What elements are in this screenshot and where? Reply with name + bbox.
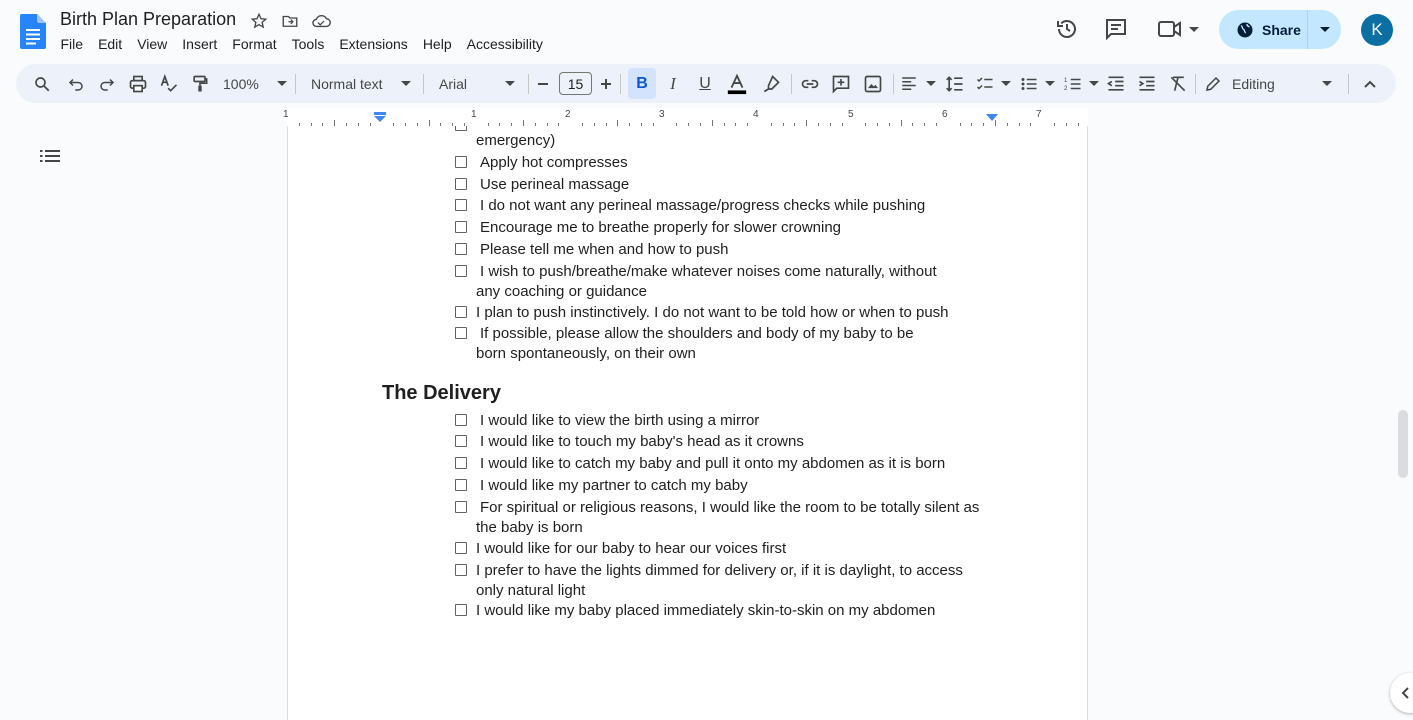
italic-icon[interactable]: I xyxy=(670,73,676,93)
menu-format[interactable]: Format xyxy=(232,36,277,52)
side-panel-toggle[interactable] xyxy=(1390,673,1413,713)
ruler-label: 4 xyxy=(753,109,759,120)
decrease-indent-icon[interactable] xyxy=(1104,64,1128,103)
avatar[interactable]: K xyxy=(1361,14,1393,46)
menu-bar xyxy=(53,35,550,53)
font-value: Arial xyxy=(439,75,468,92)
ruler-label: 1 xyxy=(283,109,289,120)
star-icon[interactable] xyxy=(249,11,269,31)
checkbox[interactable] xyxy=(455,306,467,318)
left-indent-marker-icon[interactable] xyxy=(374,112,386,124)
share-label: Share xyxy=(1262,21,1301,38)
ruler-label: 6 xyxy=(942,109,948,120)
list-item-text: If possible, please allow the shoulders and body of my baby to be born spontaneously, on their own xyxy=(476,325,914,362)
increase-font-size-icon[interactable] xyxy=(597,64,615,103)
numbered-list-select[interactable] xyxy=(1063,64,1099,103)
right-indent-marker-icon[interactable] xyxy=(986,114,998,124)
checkbox[interactable] xyxy=(455,126,467,131)
checkbox[interactable] xyxy=(455,604,467,616)
spellcheck-icon[interactable] xyxy=(157,64,181,103)
bulleted-list-select[interactable] xyxy=(1019,64,1055,103)
section-heading: The Delivery xyxy=(382,382,501,404)
menu-edit[interactable]: Edit xyxy=(98,36,123,52)
scrollbar-thumb[interactable] xyxy=(1398,410,1408,478)
checkbox[interactable] xyxy=(455,156,467,168)
docs-logo-icon[interactable] xyxy=(20,14,46,49)
print-icon[interactable] xyxy=(126,64,150,103)
checkbox[interactable] xyxy=(455,479,467,491)
list-item-text: I would like to touch my baby's head as it crowns xyxy=(480,433,804,450)
ruler-label: 7 xyxy=(1036,109,1042,120)
document-title[interactable]: Birth Plan Preparation xyxy=(60,9,237,29)
paint-format-icon[interactable] xyxy=(188,64,212,103)
zoom-select[interactable] xyxy=(223,64,287,103)
font-size-input[interactable]: 15 xyxy=(559,72,592,95)
list-item-text: I would like to view the birth using a mirror xyxy=(480,412,760,429)
list-item-text: I would like for our baby to hear our voices first xyxy=(476,540,787,557)
add-comment-icon[interactable] xyxy=(829,64,853,103)
bold-icon[interactable]: B xyxy=(628,68,656,99)
ruler-label: 3 xyxy=(659,109,665,120)
line-spacing-icon[interactable] xyxy=(943,64,967,103)
checklist-icon xyxy=(975,75,995,93)
share-dropdown-icon[interactable] xyxy=(1308,10,1341,49)
redo-icon[interactable] xyxy=(95,64,119,103)
chevron-down-icon xyxy=(277,81,287,86)
paragraph-style-select[interactable] xyxy=(311,64,411,103)
zoom-value: 100% xyxy=(223,75,259,92)
checkbox[interactable] xyxy=(455,221,467,233)
list-item-text: Use perineal massage xyxy=(480,176,630,193)
list-item-text: emergency) xyxy=(476,132,556,149)
chevron-left-icon xyxy=(1400,687,1410,699)
menu-view[interactable]: View xyxy=(137,36,168,52)
checkbox[interactable] xyxy=(455,564,467,576)
svg-text:2: 2 xyxy=(1064,85,1068,92)
editing-mode-value: Editing xyxy=(1232,75,1275,92)
ruler[interactable] xyxy=(16,108,1396,128)
list-item-text: I prefer to have the lights dimmed for delivery or, if it is daylight, to access only natural light xyxy=(476,562,963,599)
checkbox[interactable] xyxy=(455,435,467,447)
menu-file[interactable]: File xyxy=(60,36,84,52)
list-item-text: Apply hot compresses xyxy=(480,154,628,171)
menu-insert[interactable]: Insert xyxy=(182,36,218,52)
align-left-icon xyxy=(900,75,918,93)
font-select[interactable] xyxy=(439,64,515,103)
checkbox[interactable] xyxy=(455,178,467,190)
collapse-menus-icon[interactable] xyxy=(1358,64,1382,103)
bulleted-list-icon xyxy=(1019,75,1039,93)
checkbox[interactable] xyxy=(455,265,467,277)
editing-mode-select[interactable] xyxy=(1204,64,1332,103)
insert-image-icon[interactable] xyxy=(861,64,885,103)
cloud-saved-icon[interactable] xyxy=(311,11,331,31)
version-history-icon[interactable] xyxy=(1054,16,1080,42)
numbered-list-icon xyxy=(1063,75,1083,93)
checkbox[interactable] xyxy=(455,414,467,426)
checkbox[interactable] xyxy=(455,327,467,339)
checkbox[interactable] xyxy=(455,199,467,211)
menu-accessibility[interactable]: Accessibility xyxy=(466,36,543,52)
list-item-text: I wish to push/breathe/make whatever noises come naturally, without any coaching or guidance xyxy=(476,263,937,300)
document-page[interactable] xyxy=(287,126,1088,720)
paragraph-style-value: Normal text xyxy=(311,75,383,92)
menu-help[interactable]: Help xyxy=(422,36,452,52)
clear-formatting-icon[interactable] xyxy=(1166,64,1190,103)
list-item-text: I would like my baby placed immediately skin-to-skin on my abdomen xyxy=(476,602,936,619)
text-color-icon[interactable] xyxy=(724,64,750,103)
toolbar xyxy=(16,64,1396,103)
list-item-text: I do not want any perineal massage/progress checks while pushing xyxy=(480,197,926,214)
list-item-text: Please tell me when and how to push xyxy=(480,241,729,258)
checkbox[interactable] xyxy=(455,542,467,554)
chevron-down-icon xyxy=(401,81,411,86)
globe-icon xyxy=(1236,21,1254,39)
meet-icon[interactable] xyxy=(1156,16,1200,42)
search-menus-icon[interactable] xyxy=(30,64,54,103)
decrease-font-size-icon[interactable] xyxy=(534,64,552,103)
document-outline-icon[interactable] xyxy=(40,150,60,166)
list-item-text: I would like my partner to catch my baby xyxy=(480,477,748,494)
increase-indent-icon[interactable] xyxy=(1135,64,1159,103)
list-item-text: I would like to catch my baby and pull it onto my abdomen as it is born xyxy=(480,455,946,472)
insert-link-icon[interactable] xyxy=(798,64,822,103)
comments-icon[interactable] xyxy=(1103,16,1129,42)
align-select[interactable] xyxy=(900,64,936,103)
chevron-down-icon xyxy=(505,81,515,86)
menu-tools[interactable]: Tools xyxy=(291,36,325,52)
highlight-icon[interactable] xyxy=(759,64,783,103)
ruler-label: 5 xyxy=(848,109,854,120)
ruler-label: 2 xyxy=(565,109,571,120)
app-header xyxy=(0,0,1413,62)
checkbox[interactable] xyxy=(455,457,467,469)
svg-text:1: 1 xyxy=(1064,77,1068,84)
list-item-text: Encourage me to breathe properly for slower crowning xyxy=(480,219,842,236)
list-item-text: For spiritual or religious reasons, I would like the room to be totally silent as the baby is born xyxy=(476,499,980,536)
move-folder-icon[interactable] xyxy=(280,11,300,31)
menu-extensions[interactable]: Extensions xyxy=(339,36,408,52)
ruler-label: 1 xyxy=(471,109,477,120)
checkbox[interactable] xyxy=(455,243,467,255)
checkbox[interactable] xyxy=(455,501,467,513)
underline-icon[interactable]: U xyxy=(699,74,711,92)
undo-icon[interactable] xyxy=(64,64,88,103)
list-item-text: I plan to push instinctively. I do not want to be told how or when to push xyxy=(476,304,949,321)
share-button[interactable] xyxy=(1219,10,1341,49)
checklist-select[interactable] xyxy=(975,64,1011,103)
pencil-icon xyxy=(1204,75,1222,93)
